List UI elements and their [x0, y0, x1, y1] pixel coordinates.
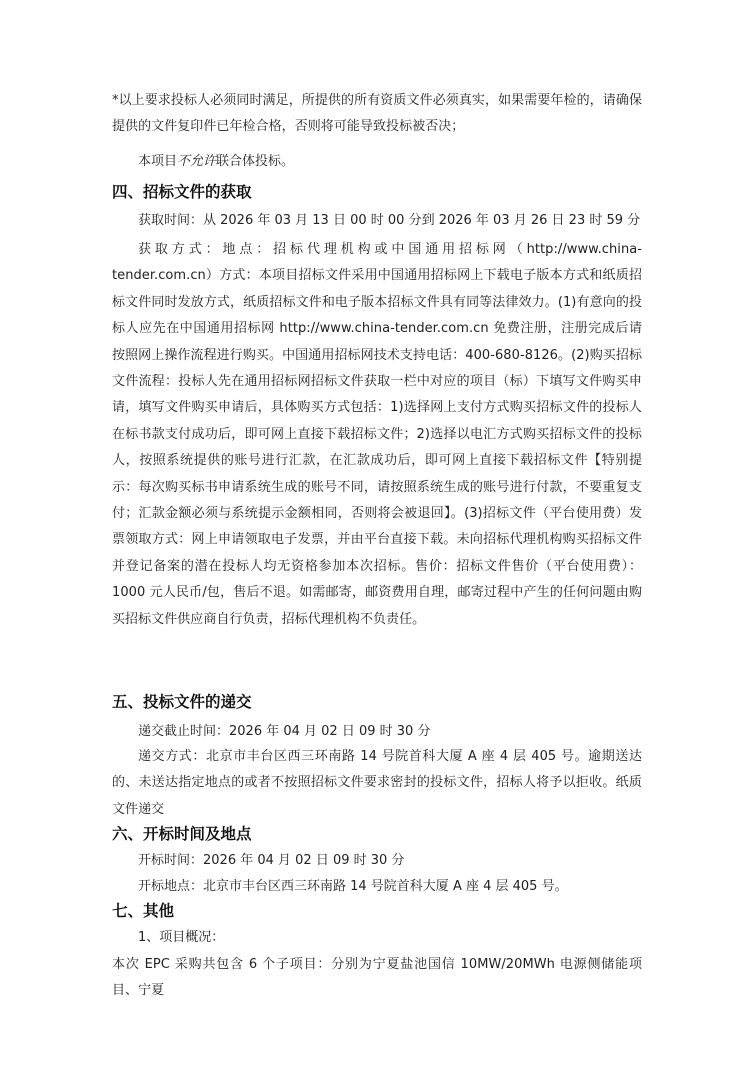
project-overview-label: 1、项目概况： — [138, 930, 225, 945]
section-heading-6: 六、开标时间及地点 — [112, 825, 252, 843]
submission-method: 递交方式：北京市丰台区西三环南路 14 号院首科大厦 A 座 4 层 405 号。逾期送达的、未送达指定地点的或者不按照招标文件要求密封的投标文件，招标人将予以拒收。纸质文件递交 — [112, 749, 642, 817]
consortium-emphasis: 不允许 — [177, 154, 217, 169]
section-heading-4: 四、招标文件的获取 — [112, 183, 252, 201]
consortium-prefix: 本项目 — [138, 154, 178, 169]
opening-location: 开标地点：北京市丰台区西三环南路 14 号院首科大厦 A 座 4 层 405 号。 — [138, 879, 568, 894]
submission-deadline: 递交截止时间：2026 年 04 月 02 日 09 时 30 分 — [138, 724, 431, 739]
acquisition-method: 获取方式：地点：招标代理机构或中国通用招标网（http://www.china-tender.com.cn）方式：本项目招标文件采用中国通用招标网上下载电子版本方式和纸质招标文件同时发放方式，纸质招标文件和电子版本招标文件具有同等法律效力。(1)有意向的投标人应先在中国通用招标网 http://www.china-tender.com.cn 免费注册，注册完成后请按照网上操作流程进行购买。中国通用招标网技术支持电话：400-680-8126。(2)购买招标文件流程：投标人先在通用招标网招标文件获取一栏中对应的项目（标）下填写文件购买申请，填写文件购买申请后，具体购买方式包括：1)选择网上支付方式购买招标文件的投标人在标书款支付成功后，即可网上直接下载招标文件；2)选择以电汇方式购买招标文件的投标人，按照系统提供的账号进行汇款，在汇款成功后，即可网上直接下载招标文件【特别提示：每次购买标书申请系统生成的账号不同，请按照系统生成的账号进行付款，不要重复支付；汇款金额必须与系统提示金额相同，否则将会被退回】。(3)招标文件（平台使用费）发票领取方式：网上申请领取电子发票，并由平台直接下载。未向招标代理机构购买招标文件并登记备案的潜在投标人均无资格参加本次招标。售价：招标文件售价（平台使用费）：1000 元人民币/包，售后不退。如需邮寄，邮资费用自理，邮寄过程中产生的任何问题由购买招标文件供应商自行负责，招标代理机构不负责任。 — [112, 242, 642, 627]
consortium-suffix: 联合体投标。 — [216, 154, 295, 169]
section-heading-7: 七、其他 — [112, 902, 175, 920]
opening-time: 开标时间：2026 年 04 月 02 日 09 时 30 分 — [138, 853, 405, 868]
project-overview-text: 本次 EPC 采购共包含 6 个子项目：分别为宁夏盐池国信 10MW/20MWh 电源侧储能项目、宁夏 — [112, 957, 642, 999]
acquisition-time: 获取时间：从 2026 年 03 月 13 日 00 时 00 分到 2026 年 03 月 26 日 23 时 59 分 — [138, 213, 641, 228]
consortium-statement — [138, 152, 294, 172]
requirement-note: *以上要求投标人必须同时满足，所提供的所有资质文件必须真实，如果需要年检的，请确保提供的文件复印件已年检合格，否则将可能导致投标被否决； — [112, 93, 642, 135]
section-heading-5: 五、投标文件的递交 — [112, 693, 252, 711]
